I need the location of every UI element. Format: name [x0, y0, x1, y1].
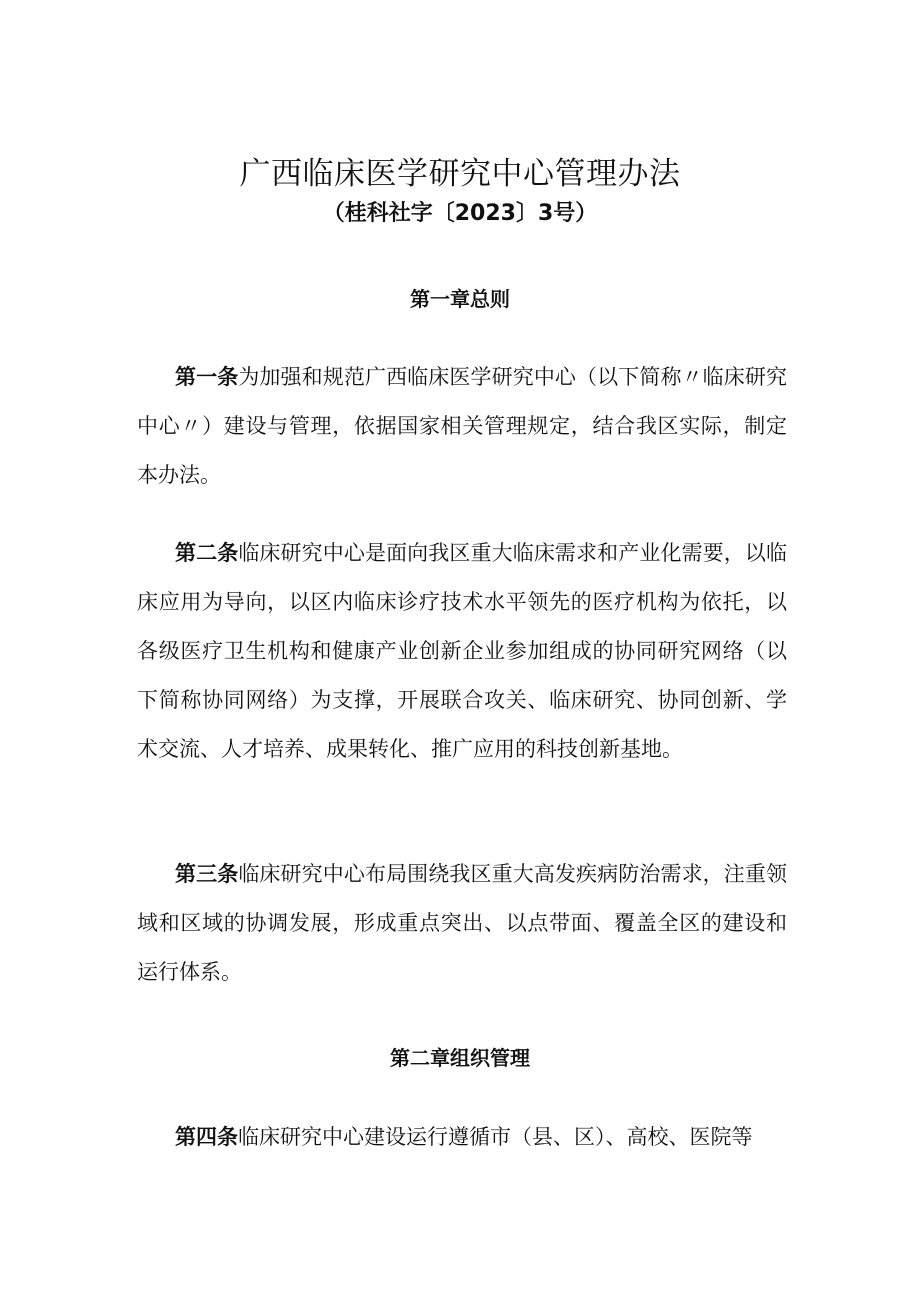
- article-text: 临床研究中心布局围绕我区重大高发疾病防治需求，注重领域和区域的协调发展，形成重点突出、以点带面、覆盖全区的建设和运行体系。: [137, 862, 788, 984]
- chapter-heading: 第二章组织管理: [390, 1046, 530, 1070]
- document-title: 广西临床医学研究中心管理办法: [239, 155, 681, 192]
- article-label: 第二条: [175, 541, 239, 565]
- article-label: 第三条: [175, 862, 239, 886]
- article-label: 第一条: [175, 365, 239, 389]
- article-label: 第四条: [175, 1125, 238, 1149]
- chapter-heading: 第一章总则: [410, 287, 510, 311]
- article-paragraph: [137, 1113, 787, 1162]
- article-text: 临床研究中心建设运行遵循市（县、区）、高校、医院等: [238, 1125, 753, 1149]
- article-text: 为加强和规范广西临床医学研究中心（以下简称〃临床研究中心〃）建设与管理，依据国家相关管理规定，结合我区实际，制定本办法。: [137, 365, 788, 487]
- article-paragraph: [137, 850, 787, 997]
- document-number: （桂科社字〔2023〕3号）: [322, 201, 598, 226]
- article-paragraph: [137, 353, 787, 500]
- article-paragraph: [137, 529, 787, 774]
- article-text: 临床研究中心是面向我区重大临床需求和产业化需要，以临床应用为导向，以区内临床诊疗技术水平领先的医疗机构为依托，以各级医疗卫生机构和健康产业创新企业参加组成的协同研究网络（以下简称协同网络）为支撑，开展联合攻关、临床研究、协同创新、学术交流、人才培养、成果转化、推广应用的科技创新基地。: [137, 541, 788, 761]
